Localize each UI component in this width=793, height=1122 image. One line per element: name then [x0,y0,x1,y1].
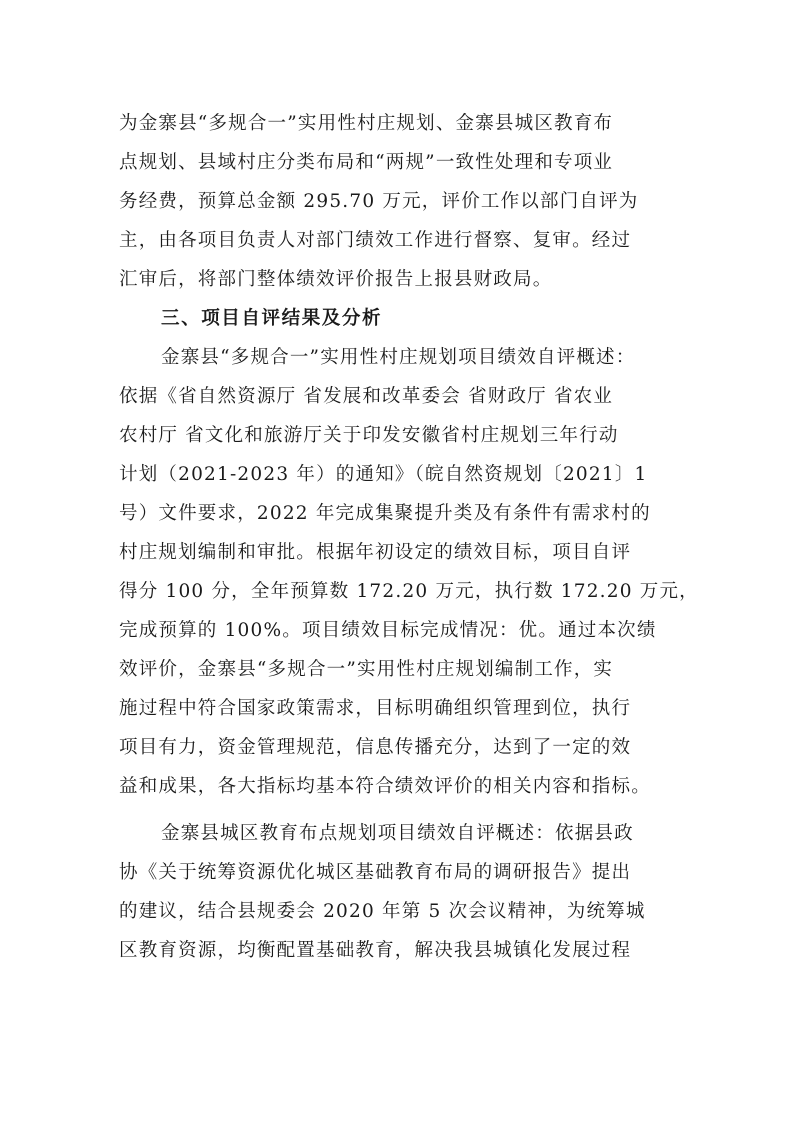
paragraph-spacer [119,806,681,814]
paragraph-line: 号）文件要求，2022 年完成集聚提升类及有条件有需求村的 [119,503,651,524]
paragraph-line: 为金寨县“多规合一”实用性村庄规划、金寨县城区教育布 [119,113,614,134]
paragraph-line: 效评价，金寨县“多规合一”实用性村庄规划编制工作，实 [119,659,614,680]
paragraph-line: 项目有力，资金管理规范，信息传播充分，达到了一定的效 [119,737,632,758]
paragraph-line: 主，由各项目负责人对部门绩效工作进行督察、复审。经过 [119,230,632,251]
paragraph-line: 施过程中符合国家政策需求，目标明确组织管理到位，执行 [119,698,632,719]
paragraph-line: 农村厅 省文化和旅游厅关于印发安徽省村庄规划三年行动 [119,425,619,446]
paragraph-line: 区教育资源，均衡配置基础教育，解决我县城镇化发展过程 [119,940,632,961]
section-heading: 三、项目自评结果及分析 [161,308,383,329]
paragraph-line: 协《关于统筹资源优化城区基础教育布局的调研报告》提出 [119,862,632,883]
paragraph-line: 点规划、县域村庄分类布局和“两规”一致性处理和专项业 [119,152,614,173]
paragraph-line: 的建议，结合县规委会 2020 年第 5 次会议精神，为统筹城 [119,901,646,922]
paragraph-line: 依据《省自然资源厅 省发展和改革委会 省财政厅 省农业 [119,386,614,407]
paragraph-line: 金寨县城区教育布点规划项目绩效自评概述：依据县政 [161,823,634,844]
document-body [119,104,699,970]
paragraph-line: 村庄规划编制和审批。根据年初设定的绩效目标，项目自评 [119,542,632,563]
paragraph-line: 汇审后，将部门整体绩效评价报告上报县财政局。 [119,269,553,290]
paragraph-1 [119,104,681,299]
paragraph-3 [119,814,681,970]
paragraph-2 [119,338,699,806]
paragraph-line: 得分 100 分，全年预算数 172.20 万元，执行数 172.20 万元， [119,581,699,602]
paragraph-line: 计划（2021-2023 年）的通知》（皖自然资规划〔2021〕1 [119,464,648,485]
paragraph-line: 益和成果，各大指标均基本符合绩效评价的相关内容和指标。 [119,776,651,797]
paragraph-line: 务经费，预算总金额 295.70 万元，评价工作以部门自评为 [119,191,639,212]
paragraph-line: 完成预算的 100%。项目绩效目标完成情况：优。通过本次绩 [119,620,657,641]
paragraph-line: 金寨县“多规合一”实用性村庄规划项目绩效自评概述： [161,347,636,368]
